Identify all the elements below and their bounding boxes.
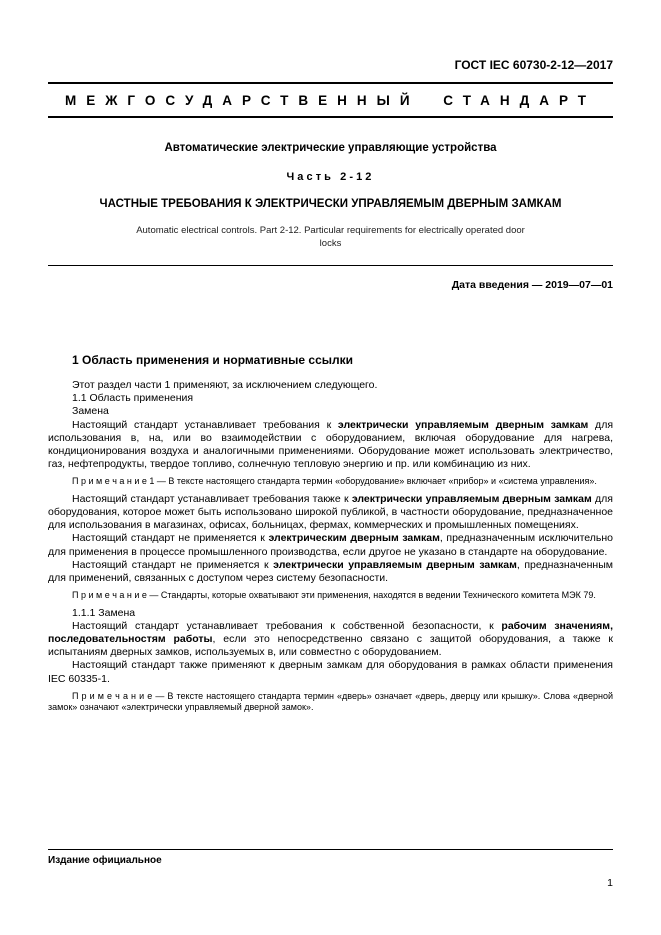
section-heading: 1 Область применения и нормативные ссылки [72,353,353,367]
text-run: 1.1 Область применения [72,392,194,405]
emphasized-term: электрически управляемым дверным замкам [337,418,589,431]
text-run: П р и м е ч а н и е — В тексте настоящего стандарта термин «дверь» означает «дверь, дверцу или крышку». Слова «дверной замок» означают «электрически управляемый дверной замок». [48,690,613,713]
body-content [48,379,613,714]
body-paragraph [48,493,613,533]
edition-note: Издание официальное [48,855,162,866]
note-paragraph [48,590,613,601]
body-paragraph [48,659,613,685]
emphasized-term: электрически управляемым дверным замкам [273,558,517,571]
emphasized-term: рабочим значениям, последовательностям работы [48,619,613,646]
text-run: Этот раздел части 1 применяют, за исключением следующего. [72,379,378,391]
text-run: для оборудования, которое может быть использовано широкой публикой, в частности оборудование, предназначенное для использования в магазинах, офисах, больницах, фермах, коммерческих и промышленных помещениях. [48,492,613,532]
emphasized-term: электрическим дверным замкам [268,532,440,545]
page-number: 1 [607,877,613,889]
standard-type-title: МЕЖГОСУДАРСТВЕННЫЙ СТАНДАРТ [64,93,597,108]
body-paragraph [48,607,613,620]
note-paragraph [48,691,613,714]
text-run: Настоящий стандарт устанавливает требования к собственной безопасности, к [72,619,502,632]
introduction-date: Дата введения — 2019—07—01 [451,279,613,291]
text-run: Настоящий стандарт устанавливает требования к [72,418,338,431]
title-block [48,142,613,250]
title-subject: ЧАСТНЫЕ ТРЕБОВАНИЯ К ЭЛЕКТРИЧЕСКИ УПРАВЛЯЕМЫМ ДВЕРНЫМ ЗАМКАМ [99,198,562,210]
text-run: Замена [72,405,109,418]
text-run: , предназначенным исключительно для применения в процессе промышленного производства, если другое не указано в стандарте на оборудование. [48,532,614,558]
body-paragraph [48,419,613,472]
body-paragraph [48,379,613,392]
title-separator-rule [48,265,613,266]
text-run: для использования в, на, или во взаимодействии с оборудованием, включая оборудование для нагрева, кондиционирования воздуха и аналогичными применениями. Оборудование может использовать электричество, газ, нефтепродукты, твердое топливо, солнечную тепловую энергию и пр. или комбинацию из них. [48,418,614,471]
title-english: Automatic electrical controls. Part 2-12. Particular requirements for electrically operated door locks [136,225,525,249]
text-run: Настоящий стандарт также применяют к дверным замкам для оборудования в рамках области применения IEC 60335-1. [48,659,613,685]
text-run: П р и м е ч а н и е 1 — В тексте настоящего стандарта термин «оборудование» включает «прибор» и «система управления». [72,476,597,487]
page-footer [48,849,613,889]
standard-code: ГОСТ IEC 60730-2-12—2017 [454,58,613,72]
title-russian: Автоматические электрические управляющие устройства [164,142,497,154]
body-paragraph [48,532,613,558]
body-paragraph [48,405,613,418]
text-run: , если это непосредственно связано с защитой оборудования, а также к испытаниям дверных замков, используемых в, или совместно с оборудованием. [48,633,613,659]
text-run: , предназначенным для применений, связанных с доступом через систему безопасности. [48,558,613,585]
note-paragraph [48,476,613,487]
body-paragraph [48,392,613,405]
text-run: Настоящий стандарт не применяется к [72,532,269,545]
text-run: Настоящий стандарт не применяется к [72,558,274,571]
title-part: Часть 2-12 [286,171,375,183]
text-run: 1.1.1 Замена [72,606,136,619]
text-run: Настоящий стандарт устанавливает требования также к [72,492,352,505]
body-paragraph [48,620,613,660]
header-rule-bottom [48,116,613,118]
text-run: П р и м е ч а н и е — Стандарты, которые охватывают эти применения, находятся в ведении Технического комитета МЭК 79. [72,590,596,601]
emphasized-term: электрически управляемым дверным замкам [351,492,592,505]
body-paragraph [48,559,613,585]
footer-rule [48,849,613,850]
